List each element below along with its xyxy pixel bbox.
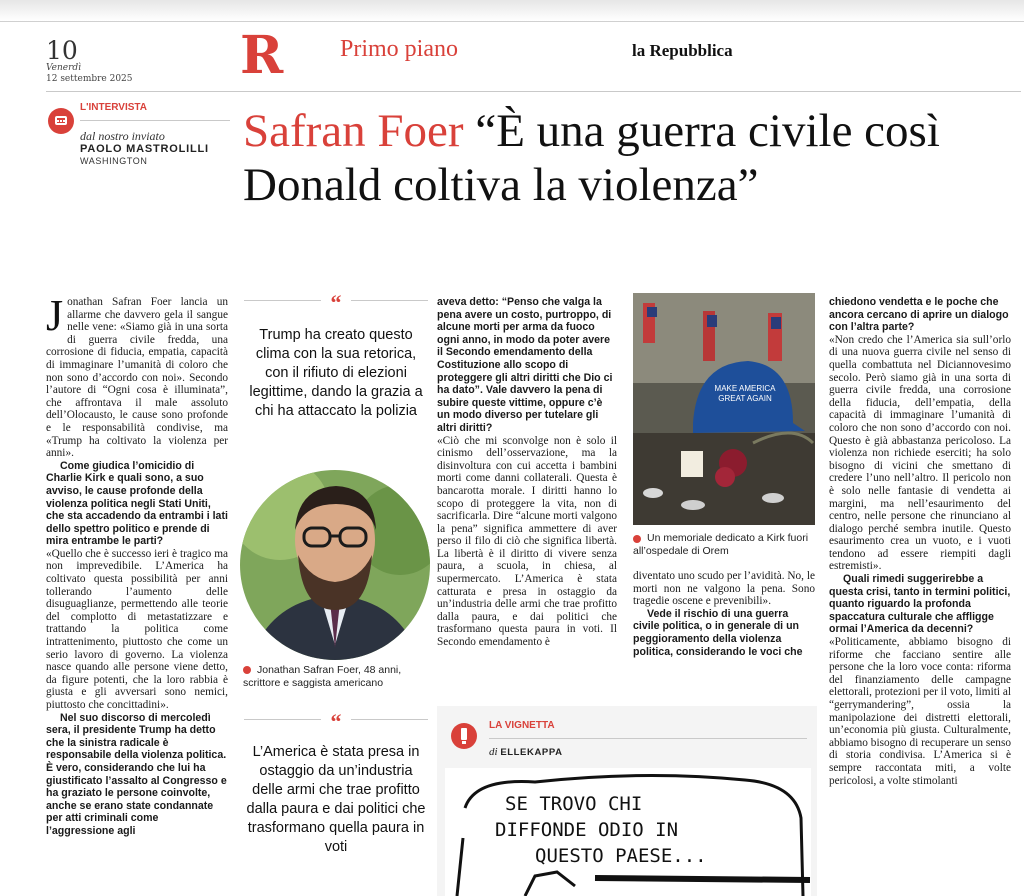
pull-quote-2: L’America è stata presa in ostaggio da un’industria delle armi che trae profitto dalla paura e dai politici che trasformano quella paura in voti <box>246 744 426 855</box>
byline-from: dal nostro inviato <box>80 129 165 143</box>
cartoon-byline <box>489 746 563 758</box>
issue-date: 12 settembre 2025 <box>46 74 133 84</box>
headline <box>243 104 1023 212</box>
question-3: aveva detto: “Penso che valga la pena avere un costo, purtroppo, di alcune morti per arma da fuoco ogni anno, in modo da poter avere il Secondo emendamento della Costituzione allo scopo di proteggere gli altri diritti che Dio ci ha dato”. Vale davvero la pena di subire queste vittime, oppure c’è un modo diverso per tutelare gli altri diritti? <box>437 296 613 434</box>
headline-quote: “È una guerra civile così Donald coltiva la violenza” <box>243 105 940 211</box>
pencil-icon <box>451 723 477 749</box>
speech-line-3: QUESTO PAESE... <box>535 845 707 867</box>
article-kicker: L'INTERVISTA <box>80 102 148 113</box>
portrait-caption: Jonathan Safran Foer, 48 anni, scrittore e saggista americano <box>243 664 402 689</box>
newspaper-name: la Repubblica <box>632 41 733 60</box>
article-column-3 <box>437 296 617 696</box>
answer-5: «Politicamente, abbiamo bisogno di riforme che facciano sentire alle persone che la loro voce conta: riforma del finanziamento delle campagne elettorali, protezioni per il voto, limiti al “gerrymandering”, ossia la manipolazione dei distretti elettorali, un’economia più giusta. Culturalmente, abbiamo bisogno di recuperare un senso di storia condivisa. L’America si è sempre raccontata miti, a volte pericolosi, a volte stimolanti <box>829 636 1011 787</box>
article-column-1 <box>46 296 228 896</box>
memorial-photo <box>633 293 815 525</box>
byline-place: WASHINGTON <box>80 156 148 166</box>
question-4: Vede il rischio di una guerra civile politica, o in generale di un peggioramento della violenza politica, considerando le voci che <box>633 607 803 658</box>
lead-paragraph: onathan Safran Foer lancia un allarme che davvero gela il sangue nelle vene: «Siamo già in una sorta di guerra civile fredda, una corrosione di fiducia, empatia, capacità di immaginare l’umanità di coloro che non sono d’accordo con noi». Secondo l’autore di “Ogni cosa è illuminata”, che affrontava il male assoluto dell’Olocausto, le cause sono profonde e le responsabilità condivise, ma «Trump ha coltivato la violenza per anni». <box>46 296 228 460</box>
chat-bubble-icon <box>48 108 74 134</box>
answer-3: «Ciò che mi sconvolge non è solo il cinismo dell’osservazione, ma la disinvoltura con cui accetta i bambini morti come danni collaterali. Questa è bancarotta morale. I diritti hanno lo scopo di proteggere la vita, non di sacrificarla. Dire “alcune morti valgono la pena” significa ammettere di aver perso il filo di ciò che significa libertà. La libertà è il diritto di vivere senza paura, a scuola, in chiesa, al supermercato. L’America è stata catturata e presa in ostaggio da un’industria delle armi che trae profitto dalla paura, e dai politici che trasformano questa paura in voti. Il Secondo emendamento è <box>437 434 617 649</box>
hat-text: MAKE AMERICA <box>714 384 776 393</box>
author-portrait <box>240 470 430 660</box>
kicker-rule <box>80 120 230 121</box>
question-2: Nel suo discorso di mercoledì sera, il presidente Trump ha detto che la sinistra radicale è responsabile della violenza politica. È vero, considerando che lui ha giustificato l’assalto al Congresso e ha graziato le persone coinvolte, anche se erano state condannate per atti criminali come l’aggressione agli <box>46 711 227 837</box>
speech-line-2: DIFFONDE ODIO IN <box>495 819 679 841</box>
question-4-continued: chiedono vendetta e le poche che ancora cercano di aprire un dialogo con l’altra parte? <box>829 296 1009 334</box>
article-column-5 <box>829 296 1011 896</box>
quote-mark-icon-2: “ <box>321 709 351 735</box>
svg-text:GREAT AGAIN: GREAT AGAIN <box>718 394 772 403</box>
drop-cap: J <box>46 296 64 340</box>
speech-line-1: SE TROVO CHI <box>505 793 643 815</box>
cartoon-by-prefix: di <box>489 746 498 758</box>
answer-4: «Non credo che l’America sia sull’orlo di una nuova guerra civile nel senso di quella combattuta nel Diciannovesimo secolo. Però siamo già in una sorta di guerra civile fredda, una corrosione della fiducia, dell’empatia, della capacità di immaginare l’umanità di coloro che non sono d’accordo con noi. Questo è già abbastanza pericoloso. La violenza non richiede eserciti; ha solo bisogno di vicini che smettano di credere l’uno nell’altro. Il pericolo non è solo nelle fantasie di vendetta ai margini, ma nell’esaurimento del centro, nelle persone che rinunciano al dialogo perché sembra inutile. Questo esaurimento crea un vuoto, e i vuoti tendono ad essere riempiti dagli estremisti». <box>829 333 1011 573</box>
cartoon-rule <box>489 738 807 739</box>
page-number: 10 <box>46 36 78 65</box>
answer-3-continued: diventato uno scudo per l’avidità. No, le morti non ne valgono la pena. Sono tragedie oscene e prevenibili». <box>633 570 815 608</box>
headline-name: Safran Foer <box>243 105 464 157</box>
masthead-rule <box>46 91 1021 92</box>
section-title: Primo piano <box>340 36 458 62</box>
article-column-4 <box>633 570 815 700</box>
cartoon-author: ELLEKAPPA <box>500 747 563 758</box>
pull-quote-1: Trump ha creato questo clima con la sua retorica, con il rifiuto di elezioni legittime, dando la grazia a chi ha attaccato la polizia <box>249 327 423 419</box>
byline-author: PAOLO MASTROLILLI <box>80 143 209 155</box>
question-1: Come giudica l’omicidio di Charlie Kirk e quali sono, a suo avviso, le cause profonde della violenza politica negli Stati Uniti, che sta accadendo da entrambi i lati dello spettro politico e prende di mira entrambe le parti? <box>46 459 228 548</box>
page-top-edge <box>0 0 1024 22</box>
cartoon-kicker: LA VIGNETTA <box>489 720 555 731</box>
repubblica-logo: R <box>240 25 284 86</box>
cartoon-drawing <box>445 768 811 896</box>
weekday: Venerdì <box>46 63 82 73</box>
photo-caption: Un memoriale dedicato a Kirk fuori all’ospedale di Orem <box>633 532 809 557</box>
question-5: Quali rimedi suggerirebbe a questa crisi, tanto in termini politici, quanto riguardo la profonda spaccatura culturale che affligge ormai l’America da decenni? <box>829 573 1011 636</box>
quote-mark-icon: “ <box>321 290 351 316</box>
answer-1: «Quello che è successo ieri è tragico ma non imprevedibile. L’America ha coltivato questa possibilità per anni tollerando l’aumento delle disuguaglianze, permettendo alle teorie del complotto di metastatizzare e trattando la politica come intrattenimento, piuttosto che come un serio lavoro di governo. La violenza nasce quando alle persone viene detto, da figure potenti, che la loro rabbia è giusta e gli avversari sono nemici, piuttosto che concittadini». <box>46 547 228 711</box>
